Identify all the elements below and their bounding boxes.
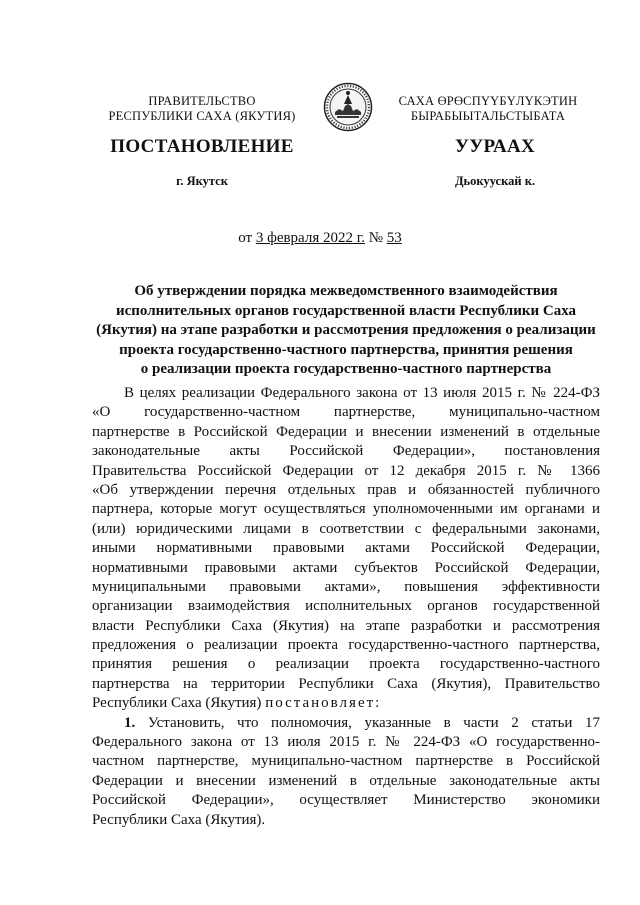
body-line: принятия решения о реализации проекта государственно-частного xyxy=(92,656,600,673)
document-date-number xyxy=(0,230,640,247)
clause-1-paragraph xyxy=(92,714,600,830)
body-line: муниципальными правовыми актами», повышения эффективности xyxy=(92,578,600,595)
body-line: Федерального закона от 13 июля 2015 г. № 224-ФЗ «О государственно- xyxy=(92,734,600,751)
body-line: партнера, которые могут осуществляться уполномоченными им органами и xyxy=(92,501,600,518)
date-prefix: от xyxy=(238,230,256,246)
body-line: Правительства Российской Федерации от 12 декабря 2015 г. № 1366 xyxy=(92,462,600,479)
title-line: Об утверждении порядка межведомственного взаимодействия xyxy=(134,283,558,299)
document-type-russian: ПОСТАНОВЛЕНИЕ xyxy=(110,136,294,157)
coat-of-arms-emblem xyxy=(323,82,373,132)
issuer-name-russian xyxy=(96,94,308,124)
body-line: Федерации и внесении изменений в отдельные законодательные акты xyxy=(92,772,600,789)
body-line: (или) юридическими лицами в соответствии с федеральными законами, xyxy=(92,520,600,537)
title-line: исполнительных органов государственной власти Республики Саха xyxy=(115,302,577,319)
clause-number: 1. xyxy=(124,714,136,731)
body-line: партнерства на территории Республики Саха (Якутия), Правительство xyxy=(92,675,600,692)
body-line: власти Республики Саха (Якутия) на этапе разработки и рассмотрения xyxy=(92,617,600,634)
body-line: В целях реализации Федерального закона от 13 июля 2015 г. № 224-ФЗ xyxy=(124,385,600,401)
document-body xyxy=(92,384,600,830)
document-title xyxy=(92,282,600,380)
issuer-line-1: ПРАВИТЕЛЬСТВО xyxy=(148,94,256,108)
body-line: предложения о реализации проекта государственно-частного партнерства, xyxy=(92,637,600,654)
issuer-yakut-line-1: САХА ӨРӨСПҮҮБҮЛҮКЭТИН xyxy=(398,94,578,108)
issuer-line-2: РЕСПУБЛИКИ САХА (ЯКУТИЯ) xyxy=(108,109,296,123)
body-line: «О государственно-частном партнерстве, муниципально-частном xyxy=(92,404,600,421)
number-prefix: № xyxy=(364,230,387,246)
body-line: Российской Федерации», осуществляет Министерство экономики xyxy=(92,792,600,809)
body-line: законодательные акты Российской Федерации», постановления xyxy=(92,443,600,460)
body-line xyxy=(92,694,600,713)
title-line: (Якутия) на этапе разработки и рассмотрения предложения о реализации xyxy=(96,322,596,339)
issuer-name-yakut xyxy=(378,94,598,124)
body-line: организации взаимодействия исполнительных органов государственной xyxy=(92,598,600,615)
city-russian: г. Якутск xyxy=(176,174,228,188)
issuer-yakut-line-2: БЫРАБЫЫТАЛЬСТЫБАТА xyxy=(410,109,566,123)
document-type-yakut: УУРААХ xyxy=(454,136,536,157)
clause-text: Установить, что полномочия, указанные в части 2 статьи 17 xyxy=(147,714,600,731)
body-line: иными нормативными правовыми актами Российской Федерации, xyxy=(92,540,600,557)
body-line: партнерстве в Российской Федерации и внесении изменений в отдельные xyxy=(92,423,600,440)
document-number: 53 xyxy=(386,230,402,246)
preamble-paragraph xyxy=(92,384,600,714)
preamble-last-text: Республики Саха (Якутия) xyxy=(92,695,266,712)
document-date: 3 февраля 2022 г. xyxy=(255,230,365,246)
resolves-word: постановляет: xyxy=(265,695,382,712)
title-line: проекта государственно-частного партнерства, принятия решения xyxy=(119,341,573,358)
title-line: о реализации проекта государственно-частного партнерства xyxy=(140,361,552,378)
body-line: Республики Саха (Якутия). xyxy=(92,811,266,828)
body-line xyxy=(92,714,600,733)
body-line: «Об утверждении перечня отдельных прав и обязанностей публичного xyxy=(92,481,600,498)
body-line: частном партнерстве, муниципально-частном партнерстве в Российской xyxy=(92,753,600,770)
body-line: нормативными правовыми актами субъектов Российской Федерации, xyxy=(92,559,600,576)
city-yakut: Дьокуускай к. xyxy=(454,174,536,188)
